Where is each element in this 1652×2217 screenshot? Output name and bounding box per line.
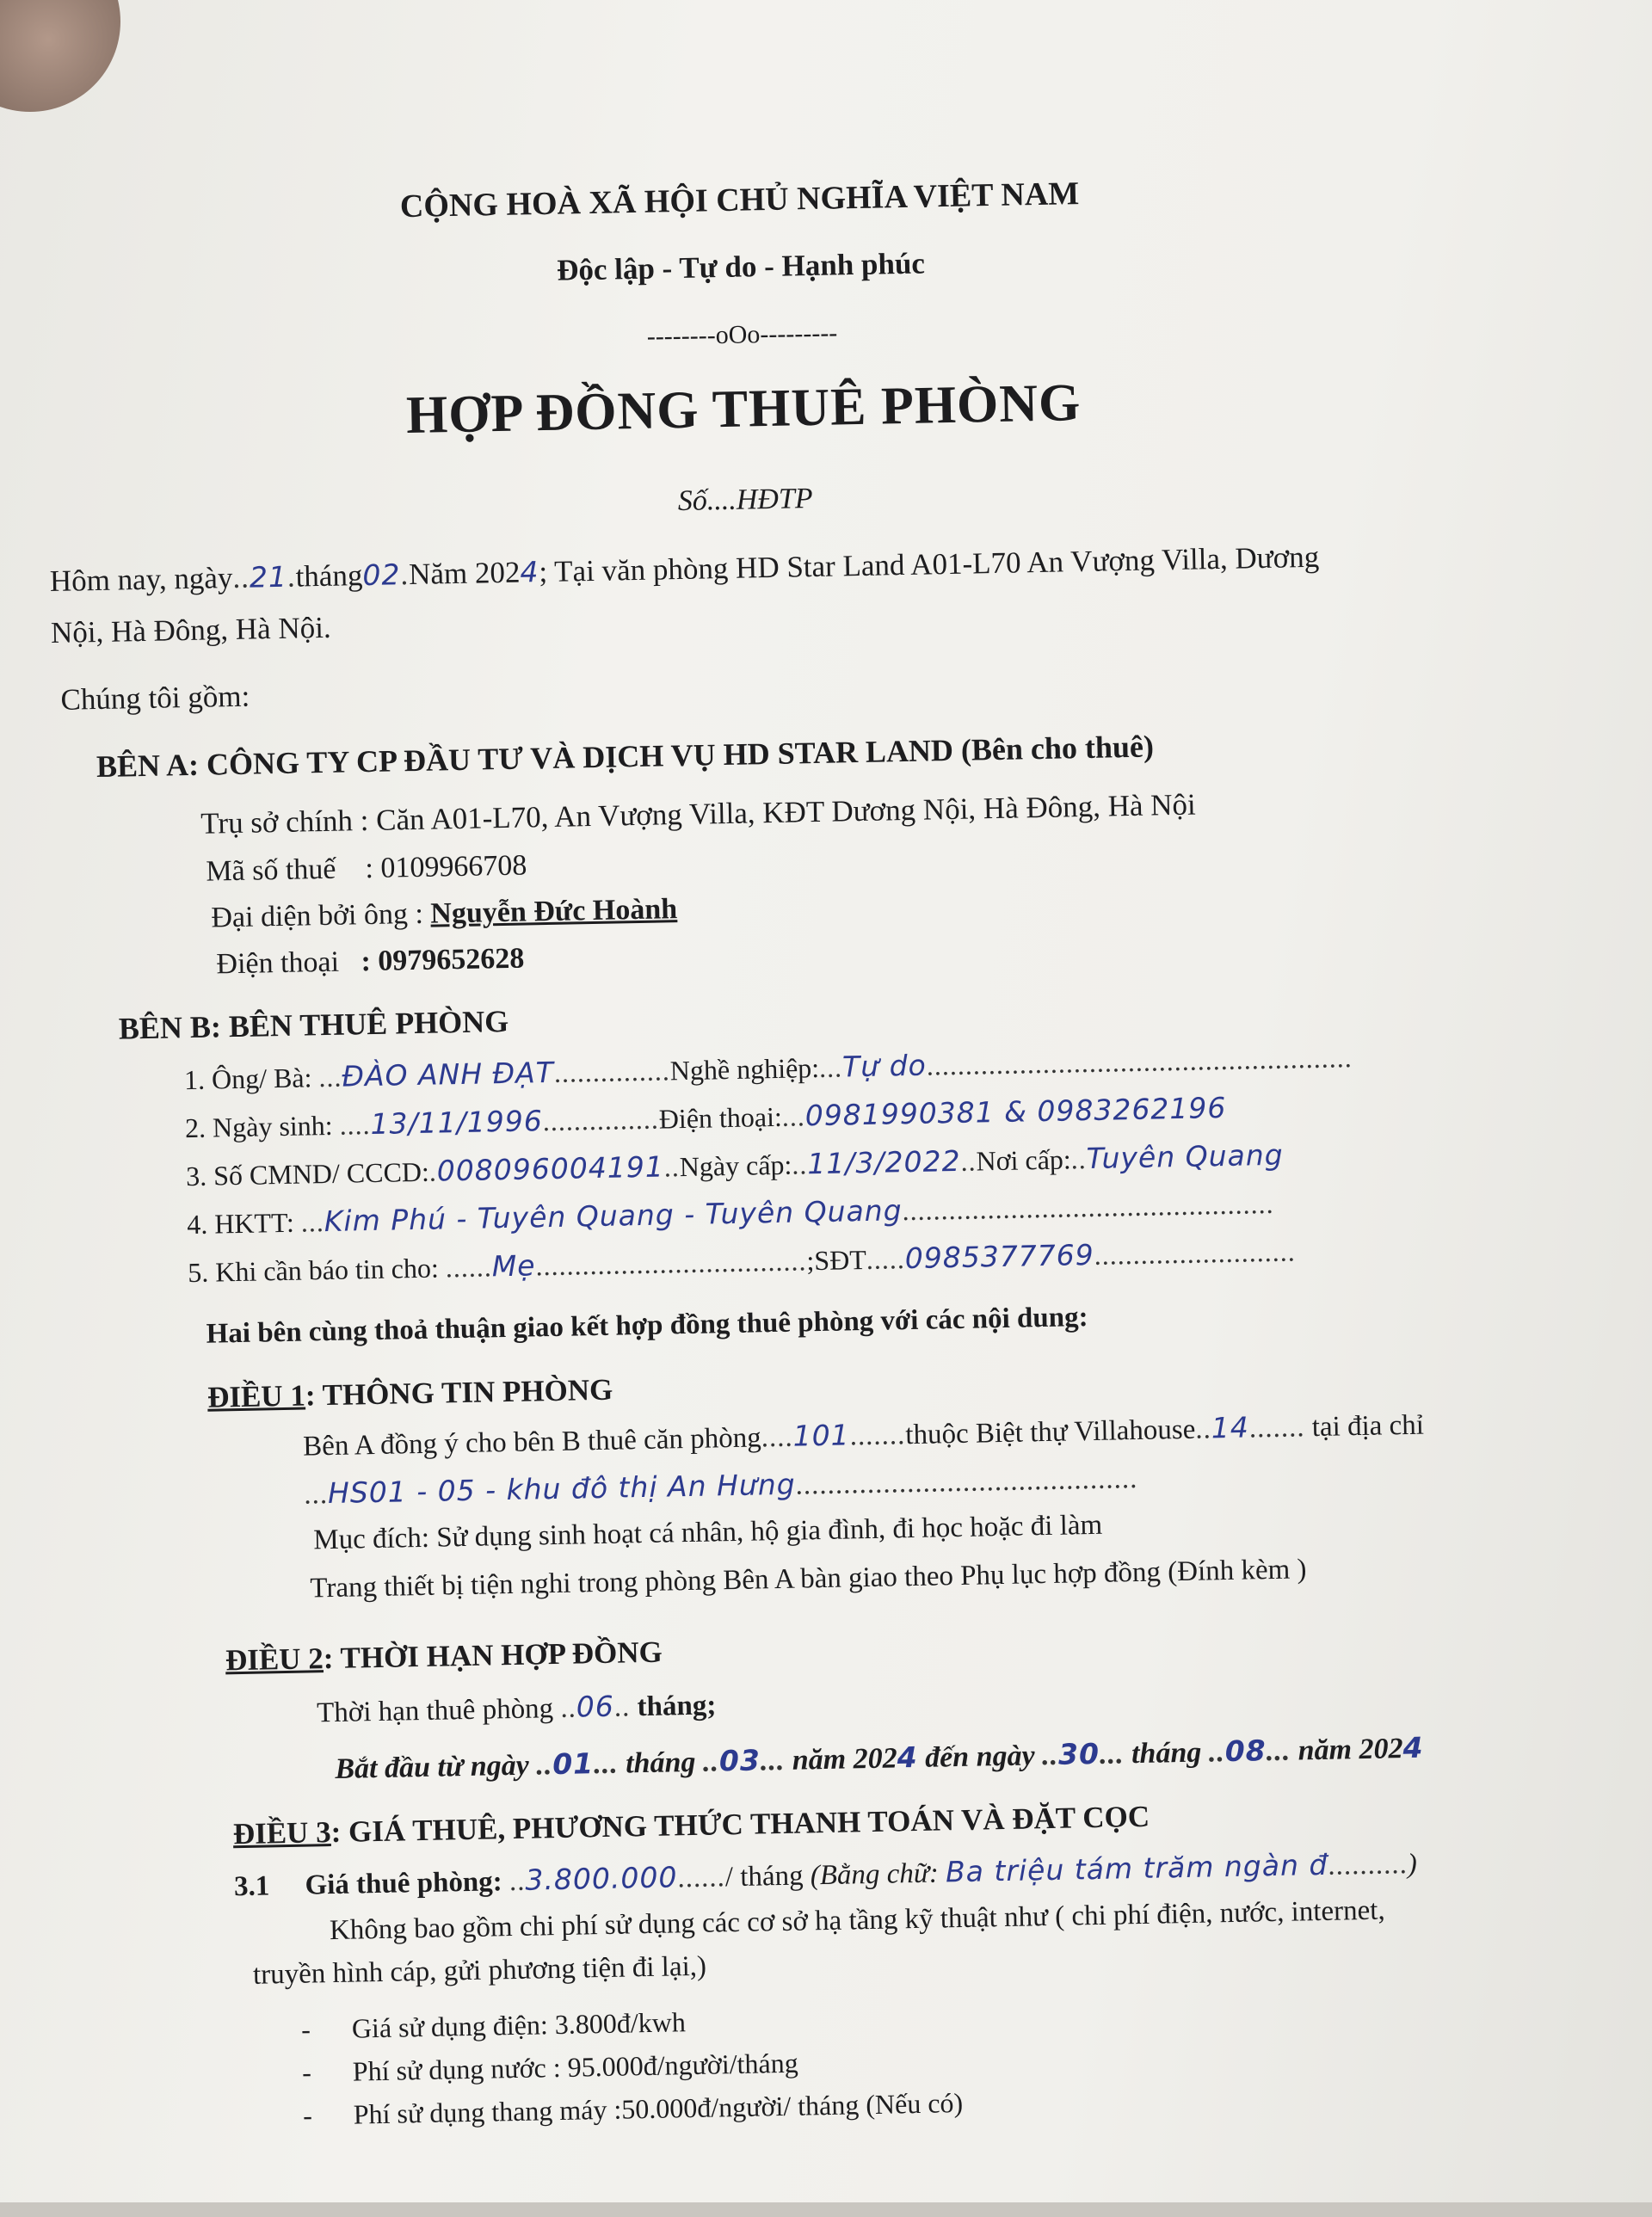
national-title: CỘNG HOÀ XÃ HỘI CHỦ NGHĨA VIỆT NAM — [399, 176, 1080, 225]
start-year: 4 — [897, 1740, 918, 1775]
price-unit: / tháng — [724, 1860, 804, 1894]
words-label: (Bằng chữ: — [810, 1857, 946, 1892]
phone-label: Điện thoại — [216, 945, 340, 981]
rent-price-words: Ba triệu tám trăm ngàn đ — [945, 1847, 1328, 1889]
field-phone: 0981990381 & 0983262196 — [804, 1090, 1227, 1133]
clause-number: 3.1 — [233, 1870, 270, 1903]
field-id: 008096004191 — [436, 1149, 665, 1188]
villa-number: 14 — [1211, 1410, 1250, 1445]
end-month: 08 — [1224, 1734, 1267, 1769]
field-label: 3. Số CMND/ CCCD: — [185, 1155, 430, 1192]
field-label: 4. HKTT: — [186, 1206, 302, 1241]
article-1-line-1: Bên A đồng ý cho bên B thuê căn phòng....101.......thuộc Biệt thự Villahouse..14....... tại địa chỉ — [302, 1409, 1425, 1463]
party-b-line-4: 4. HKTT: ...Kim Phú - Tuyên Quang - Tuyên Quang................................................ — [186, 1187, 1274, 1241]
field-job: Tự do — [841, 1048, 928, 1084]
party-a-phone — [216, 943, 525, 982]
price-label: Giá thuê phòng: — [305, 1866, 510, 1901]
field-name: ĐÀO ANH ĐẠT — [342, 1055, 555, 1093]
field-label: ;SĐT — [806, 1243, 867, 1277]
start-month: 03 — [718, 1743, 761, 1778]
party-a-role: (Bên cho thuê) — [960, 729, 1155, 767]
field-issue-date: 11/3/2022 — [806, 1143, 961, 1181]
field-label: Điện thoại: — [658, 1100, 783, 1135]
period-text: đến ngày — [917, 1740, 1043, 1774]
fee-text: Giá sử dụng điện: 3.800đ/kwh — [351, 2006, 687, 2044]
phone-value: : 0979652628 — [361, 942, 525, 978]
rep-label: Đại diện bởi ông : — [211, 897, 424, 934]
bullet-dash: - — [300, 2013, 311, 2045]
intro-month: 02 — [361, 557, 401, 593]
field-contact: Mẹ — [491, 1248, 536, 1284]
field-label: 1. Ông/ Bà: — [183, 1062, 319, 1096]
motto: Độc lập - Tự do - Hạnh phúc — [556, 246, 926, 287]
field-label: 2. Ngày sinh: — [184, 1109, 340, 1144]
article-number: ĐIỀU 1 — [206, 1378, 306, 1414]
document-title: HỢP ĐỒNG THUÊ PHÒNG — [405, 373, 1082, 446]
article-text: tại địa chỉ — [1311, 1409, 1425, 1444]
field-residence: Kim Phú - Tuyên Quang - Tuyên Quang — [324, 1193, 903, 1239]
bullet-dash: - — [301, 2056, 312, 2088]
party-b-line-2: 2. Ngày sinh: ....13/11/1996...............Điện thoại:...0981990381 & 0983262196 — [184, 1090, 1227, 1144]
period-text: Bắt đầu từ ngày — [335, 1749, 537, 1785]
rent-price: 3.800.000 — [525, 1860, 678, 1897]
article-text: tháng; — [630, 1690, 717, 1723]
period-text: năm 202 — [1290, 1733, 1403, 1767]
article-3-heading — [232, 1800, 1150, 1851]
article-title: : THÔNG TIN PHÒNG — [305, 1372, 613, 1413]
article-title: : GIÁ THUÊ, PHƯƠNG THỨC THANH TOÁN VÀ ĐẶT CỌC — [330, 1799, 1150, 1850]
period-text: tháng — [618, 1746, 704, 1780]
party-a-office: Trụ sở chính : Căn A01-L70, An Vượng Villa, KĐT Dương Nội, Hà Đông, Hà Nội — [200, 787, 1197, 841]
party-a-heading — [96, 728, 1155, 785]
fee-item — [303, 2087, 964, 2132]
intro-year: 4 — [519, 555, 539, 589]
intro-text: ; Tại văn phòng HD Star Land A01-L70 An Vượng Villa, Dương — [538, 539, 1320, 589]
room-number: 101 — [792, 1418, 850, 1453]
intro-line-2: Nội, Hà Đông, Hà Nội. — [50, 610, 331, 650]
intro-text: Hôm nay, ngày — [49, 560, 233, 599]
field-label: Nơi cấp: — [976, 1143, 1072, 1177]
tax-label: Mã số thuế — [206, 853, 336, 888]
party-a-name: BÊN A: CÔNG TY CP ĐẦU TƯ VÀ DỊCH VỤ HD STAR LAND — [96, 732, 954, 785]
article-2-heading — [225, 1635, 663, 1678]
fee-text: Phí sử dụng nước : 95.000đ/người/tháng — [352, 2047, 798, 2087]
article-number: ĐIỀU 2 — [225, 1641, 324, 1678]
party-a-tax — [206, 849, 527, 888]
article-1-equipment: Trang thiết bị tiện nghi trong phòng Bên A bàn giao theo Phụ lục hợp đồng (Đính kèm ) — [310, 1554, 1307, 1604]
field-label: Nghề nghiệp: — [669, 1051, 820, 1087]
article-text: thuộc Biệt thự Villahouse — [905, 1413, 1196, 1451]
we-include: Chúng tôi gồm: — [60, 679, 250, 717]
article-text: Thời hạn thuê phòng — [316, 1692, 561, 1729]
article-title: : THỜI HẠN HỢP ĐỒNG — [323, 1635, 663, 1676]
rep-name: Nguyễn Đức Hoành — [430, 893, 678, 930]
document-number: Số....HĐTP — [677, 483, 813, 518]
field-dob: 13/11/1996 — [370, 1104, 544, 1142]
article-1-purpose: Mục đích: Sử dụng sinh hoạt cá nhân, hộ gia đình, đi học hoặc đi làm — [312, 1509, 1103, 1556]
period-text: tháng — [1124, 1736, 1210, 1771]
article-1-address: ...HS01 - 05 - khu đô thị An Hưng........................................... — [303, 1463, 1138, 1511]
party-a-rep — [211, 893, 677, 934]
article-number: ĐIỀU 3 — [232, 1815, 331, 1851]
article-2-term: Thời hạn thuê phòng ..06.. tháng; — [316, 1689, 717, 1729]
article-3-price: 3.1 Giá thuê phòng: ..3.800.000....../ tháng (Bằng chữ: Ba triệu tám trăm ngàn đ..........) — [233, 1847, 1418, 1903]
room-address: HS01 - 05 - khu đô thị An Hưng — [327, 1467, 796, 1511]
field-contact-phone: 0985377769 — [904, 1237, 1095, 1276]
bullet-dash: - — [302, 2099, 313, 2131]
start-day: 01 — [552, 1746, 595, 1782]
separator: --------oOo--------- — [646, 318, 838, 351]
end-day: 30 — [1057, 1736, 1100, 1771]
field-label: 5. Khi cần báo tin cho: — [187, 1252, 447, 1289]
term-months: 06 — [576, 1689, 615, 1724]
article-3-exclusion-1: Không bao gồm chi phí sử dụng các cơ sở hạ tầng kỹ thuật như ( chi phí điện, nước, internet, — [329, 1894, 1385, 1947]
fee-item — [301, 2006, 686, 2046]
period-text: năm 202 — [784, 1742, 898, 1777]
article-text: Bên A đồng ý cho bên B thuê căn phòng — [302, 1422, 761, 1463]
field-label: Ngày cấp: — [679, 1149, 792, 1183]
intro-day: 21 — [249, 559, 288, 594]
party-b-line-3: 3. Số CMND/ CCCD:.008096004191..Ngày cấp:..11/3/2022..Nơi cấp:..Tuyên Quang — [185, 1137, 1284, 1192]
party-b-line-5: 5. Khi cần báo tin cho: ......Mẹ...................................;SĐT.....0985377769.......................... — [187, 1235, 1296, 1289]
article-1-heading — [207, 1373, 613, 1415]
tax-value: : 0109966708 — [365, 849, 527, 885]
field-issue-place: Tuyên Quang — [1086, 1137, 1284, 1176]
intro-text: Năm 202 — [408, 555, 521, 592]
article-2-period: Bắt đầu từ ngày ..01... tháng ..03... năm 2024 đến ngày ..30... tháng ..08... năm 2024 — [335, 1730, 1424, 1785]
article-3-exclusion-2: truyền hình cáp, gửi phương tiện đi lại,) — [252, 1950, 707, 1991]
intro-line-1: Hôm nay, ngày..21.tháng02.Năm 2024; Tại văn phòng HD Star Land A01-L70 An Vượng Villa, Dương — [49, 539, 1320, 599]
fee-text: Phí sử dụng thang máy :50.000đ/người/ tháng (Nếu có) — [353, 2087, 964, 2130]
party-b-line-1: 1. Ông/ Bà: ...ĐÀO ANH ĐẠT...............Nghề nghiệp:...Tự do....................................................... — [183, 1042, 1353, 1096]
words-close: ) — [1407, 1848, 1418, 1881]
agreement-statement: Hai bên cùng thoả thuận giao kết hợp đồng thuê phòng với các nội dung: — [206, 1302, 1088, 1350]
fee-item — [302, 2048, 798, 2089]
end-year: 4 — [1402, 1730, 1424, 1765]
intro-text: tháng — [295, 558, 363, 594]
party-b-heading: BÊN B: BÊN THUÊ PHÒNG — [118, 1003, 509, 1046]
